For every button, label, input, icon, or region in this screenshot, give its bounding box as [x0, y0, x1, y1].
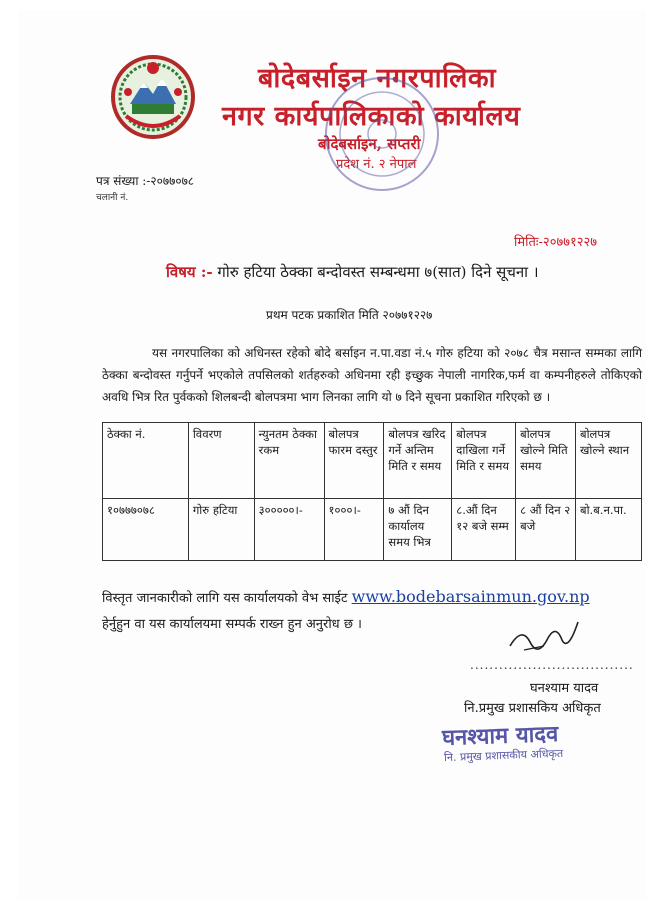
- column-header: न्युनतम ठेक्का रकम: [254, 423, 324, 499]
- letter-reference-number: पत्र संख्या :-२०७७०७८: [96, 174, 195, 188]
- table-header-row: [103, 423, 642, 499]
- office-address: बोदेबर्साइन, सप्तरी: [318, 135, 421, 153]
- table-row: [103, 499, 642, 561]
- office-seal-icon: [318, 70, 446, 198]
- table-cell: १०००।-: [324, 499, 384, 561]
- signature-icon: [504, 616, 584, 660]
- signatory-name: घनश्याम यादव: [530, 681, 599, 696]
- notice-subject: [166, 262, 539, 282]
- table-cell: ७ औं दिन कार्यालय समय भित्र: [384, 499, 452, 561]
- table-cell: ८.औं दिन १२ बजे सम्म: [452, 499, 516, 561]
- column-header: बोलपत्र खोल्ने स्थान: [576, 423, 642, 499]
- tender-table: [102, 422, 642, 561]
- title-stamp: नि. प्रमुख प्रशासकीय अधिकृत: [443, 746, 564, 765]
- table-cell: बो.ब.न.पा.: [576, 499, 642, 561]
- notice-date: मितिः-२०७७१२२७: [514, 235, 598, 250]
- table-cell: गोरु हटिया: [188, 499, 254, 561]
- column-header: बोलपत्र फारम दस्तुर: [324, 423, 384, 499]
- column-header: बोलपत्र खरिद गर्ने अन्तिम मिति र समय: [384, 423, 452, 499]
- published-date: प्रथम पटक प्रकाशित मिति २०७७१२२७: [266, 308, 433, 322]
- column-header: ठेक्का नं.: [103, 423, 189, 499]
- subject-label: विषय :-: [166, 263, 213, 281]
- table-cell: १०७७७०७८: [103, 499, 189, 561]
- dispatch-number-label: चलानी नं.: [96, 193, 129, 203]
- nepal-emblem-icon: [108, 52, 198, 142]
- column-header: विवरण: [188, 423, 254, 499]
- contact-note-request: हेर्नुहुन वा यस कार्यालयमा सम्पर्क राख्न हुन अनुरोध छ ।: [102, 617, 362, 632]
- name-stamp: घनश्याम यादव: [441, 720, 559, 752]
- column-header: बोलपत्र दाखिला गर्ने मिति र समय: [452, 423, 516, 499]
- table-cell: ३०००००।-: [254, 499, 324, 561]
- table-cell: ८ औं दिन २ बजे: [516, 499, 576, 561]
- municipality-name: बोदेबर्साइन नगरपालिका: [258, 63, 497, 94]
- office-province: प्रदेश नं. २ नेपाल: [336, 157, 417, 172]
- signature-line: ..................................: [470, 658, 634, 672]
- contact-note-text: विस्तृत जानकारीको लागि यस कार्यालयको वेभ साईट: [102, 591, 348, 606]
- column-header: बोलपत्र खोल्ने मिति समय: [516, 423, 576, 499]
- subject-text: गोरु हटिया ठेक्का बन्दोवस्त सम्बन्धमा ७(सात) दिने सूचना ।: [217, 263, 539, 281]
- signatory-title: नि.प्रमुख प्रशासकिय अधिकृत: [464, 701, 601, 716]
- notice-page: [18, 10, 646, 900]
- website-link[interactable]: www.bodebarsainmun.gov.np: [351, 587, 590, 606]
- office-name: नगर कार्यपालिकाको कार्यालय: [222, 101, 521, 132]
- notice-body: यस नगरपालिका को अधिनस्त रहेको बोदे बर्साइन न.पा.वडा नं.५ गोरु हटिया को २०७८ चैत्र मसान्त सम्मका लागि ठेक्का बन्दोवस्त गर्नुपर्ने भएकोले तपसिलको शर्तहरुको अधिनमा रही इच्छुक नेपाली नागरिक,फर्म वा कम्पनीहरुले तोकिएको अवधि भित्र रित पुर्वकको शिलबन्दी बोलपत्रमा भाग लिनका लागि यो ७ दिने सूचना प्रकाशित गरिएको छ ।: [102, 346, 642, 404]
